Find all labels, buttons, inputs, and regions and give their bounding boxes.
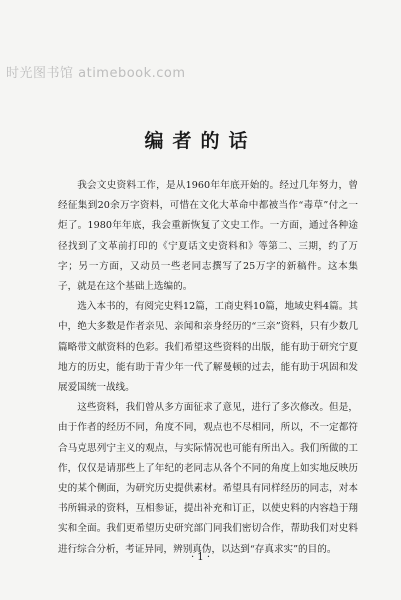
body-text: [58, 176, 358, 560]
paragraph: 选入本书的，有阅完史料12篇，工商史料10篇，地域史料4篇。其中，绝大多数是作者亲见、亲闻和亲身经历的“三亲”资料，只有少数几篇略带文献资料的色彩。我们希望这些资料的出版，能有助于研究宁夏地方的历史，能有助于青少年一代了解曼顿的过去，能有助于巩固和发展爱国统一战线。: [58, 301, 358, 394]
paragraph: 我会文史资料工作，是从1960年年底开始的。经过几年努力，曾经征集到20余万字资料，可惜在文化大革命中都被当作“毒草”付之一炬了。1980年年底，我会重新恢复了文史工作。一方面，通过各种途径找到了文革前打印的《宁夏话文史资料和》等第二、三期，约了万字；另一方面，又动员一些老同志撰写了25万字的新稿件。这本集子，就是在这个基础上选编的。: [58, 180, 358, 293]
paragraph: 这些资料，我们曾从多方面征求了意见，进行了多次修改。但是，由于作者的经历不同，角度不同，观点也不尽相同，所以，不一定都符合马克思列宁主义的观点，与实际情况也可能有所出入。我们所做的工作，仅仅是请那些上了年纪的老同志从各个不同的角度上如实地反映历史的某个侧面，为研究历史提供素材。希望具有同样经历的同志，对本书所辑录的资料，互相参证，提出补充和订正，以使史料的内容趋于翔实和全面。我们更希望历史研究部门同我们密切合作，帮助我们对史料进行综合分析，考证异同，辨别真伪，以达到“存真求实”的目的。: [58, 402, 358, 555]
page-title: 编者的话: [144, 130, 257, 152]
site-watermark: 时光图书馆 atimebook.com: [6, 66, 186, 81]
page-number: · 1 ·: [190, 552, 211, 563]
